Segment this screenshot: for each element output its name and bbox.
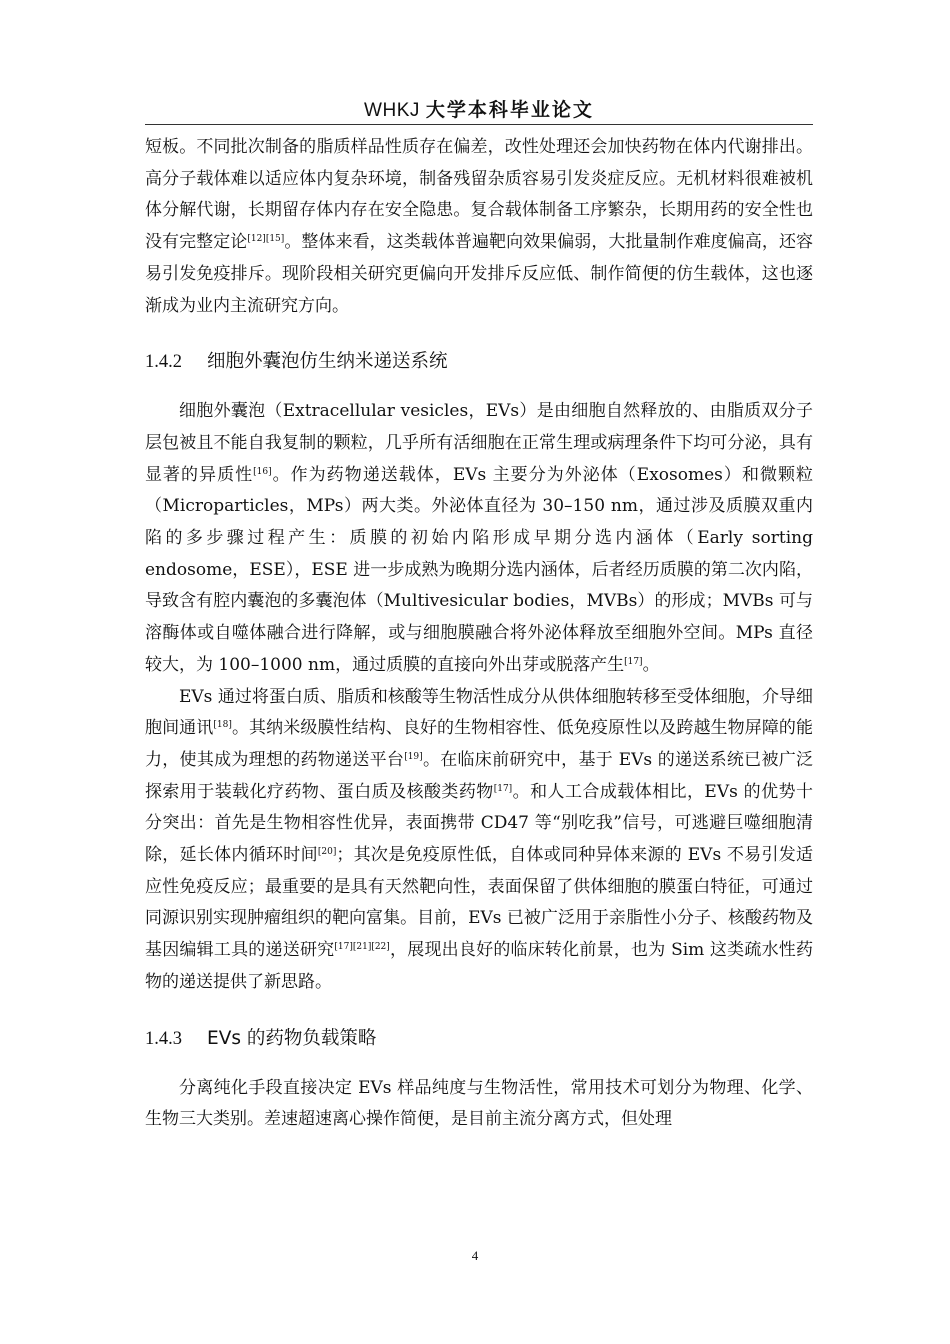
section-heading-1-4-2 [145,345,813,379]
page-body [145,132,813,1136]
citation: [12][15] [247,234,285,245]
paragraph-text: ，展现出良好的临床转化前景，也为 Sim 这类疏水性药物的递送提供了新思路。 [145,940,813,992]
paragraph-3 [145,682,813,999]
paragraph-text: 。和人工合成载体相比，EVs 的优势十分突出：首先是生物相容性优异，表面携带 CD47 等“别吃我”信号，可逃避巨噬细胞清除，延长体内循环时间 [145,781,813,866]
section-number: 1.4.3 [145,1028,182,1049]
citation: [18] [213,720,232,731]
citation: [17] [624,656,643,667]
section-title: EVs 的药物负载策略 [207,1027,377,1049]
paragraph-text: EVs 通过将蛋白质、脂质和核酸等生物活性成分从供体细胞转移至受体细胞，介导细胞间通讯 [145,686,813,739]
paragraph-2 [145,396,813,681]
section-title: 细胞外囊泡仿生纳米递送系统 [207,351,448,373]
citation: [17][21][22] [334,942,390,953]
paragraph-text: 。其纳米级膜性结构、良好的生物相容性、低免疫原性以及跨越生物屏障的能力，使其成为理想的药物递送平台 [145,718,814,770]
paragraph-text: 。整体来看，这类载体普遍靶向效果偏弱，大批量制作难度偏高，还容易引发免疫排斥。现阶段相关研究更偏向开发排斥反应低、制作简便的仿生载体，这也逐渐成为业内主流研究方向。 [145,232,814,316]
paragraph-text: 。作为药物递送载体，EVs 主要分为外泌体（Exosomes）和微颗粒（Microparticles，MPs）两大类。外泌体直径为 30–150 nm，通过涉及质膜双重内陷的多步骤过程产生：质膜的初始内陷形成早期分选内涵体（Early sorting endosome，ESE），ESE 进一步成熟为晚期分选内涵体，后者经历质膜的第二次内陷，导致含有腔内囊泡的多囊泡体（Multivesicular bodies，MVBs）的形成；MVBs 可与溶酶体或自噬体融合进行降解，或与细胞膜融合将外泌体释放至细胞外空间。MPs 直径较大，为 100–1000 nm，通过质膜的直接向外出芽或脱落产生 [145,464,813,675]
paragraph-text: ；其次是免疫原性低，自体或同种异体来源的 EVs 不易引发适应性免疫反应；最重要的是具有天然靶向性，表面保留了供体细胞的膜蛋白特征，可通过同源识别实现肿瘤组织的靶向富集。目前，EVs 已被广泛用于亲脂性小分子、核酸药物及基因编辑工具的递送研究 [145,845,814,961]
paragraph-text: 分离纯化手段直接决定 EVs 样品纯度与生物活性，常用技术可划分为物理、化学、生物三大类别。差速超速离心操作简便，是目前主流分离方式，但处理 [145,1077,813,1130]
page-number: 4 [471,1248,479,1263]
paragraph-text: 细胞外囊泡（Extracellular vesicles，EVs）是由细胞自然释放的、由脂质双分子层包被且不能自我复制的颗粒，几乎所有活细胞在正常生理或病理条件下均可分泌，具有显著的异质性 [145,401,813,485]
header-title: 大学本科毕业论文 [425,99,594,121]
paragraph-text: 。在临床前研究中，基于 EVs 的递送系统已被广泛探索用于装载化疗药物、蛋白质及核酸类药物 [145,749,814,802]
citation: [17] [493,783,513,794]
section-heading-1-4-3 [145,1022,813,1056]
section-number: 1.4.2 [145,352,182,373]
citation: [16] [253,466,272,477]
citation: [19] [404,751,423,762]
paragraph-text: 短板。不同批次制备的脂质样品性质存在偏差，改性处理还会加快药物在体内代谢排出。高分子载体难以适应体内复杂环境，制备残留杂质容易引发炎症反应。无机材料很难被机体分解代谢，长期留存体内存在安全隐患。复合载体制备工序繁杂，长期用药的安全性也没有完整定论 [145,137,813,253]
paragraph-4 [145,1073,813,1136]
citation: [20] [317,847,337,858]
paragraph-1 [145,132,813,322]
header-prefix: WHKJ [364,100,420,121]
page-header [145,96,813,125]
paragraph-text: 。 [642,654,660,675]
